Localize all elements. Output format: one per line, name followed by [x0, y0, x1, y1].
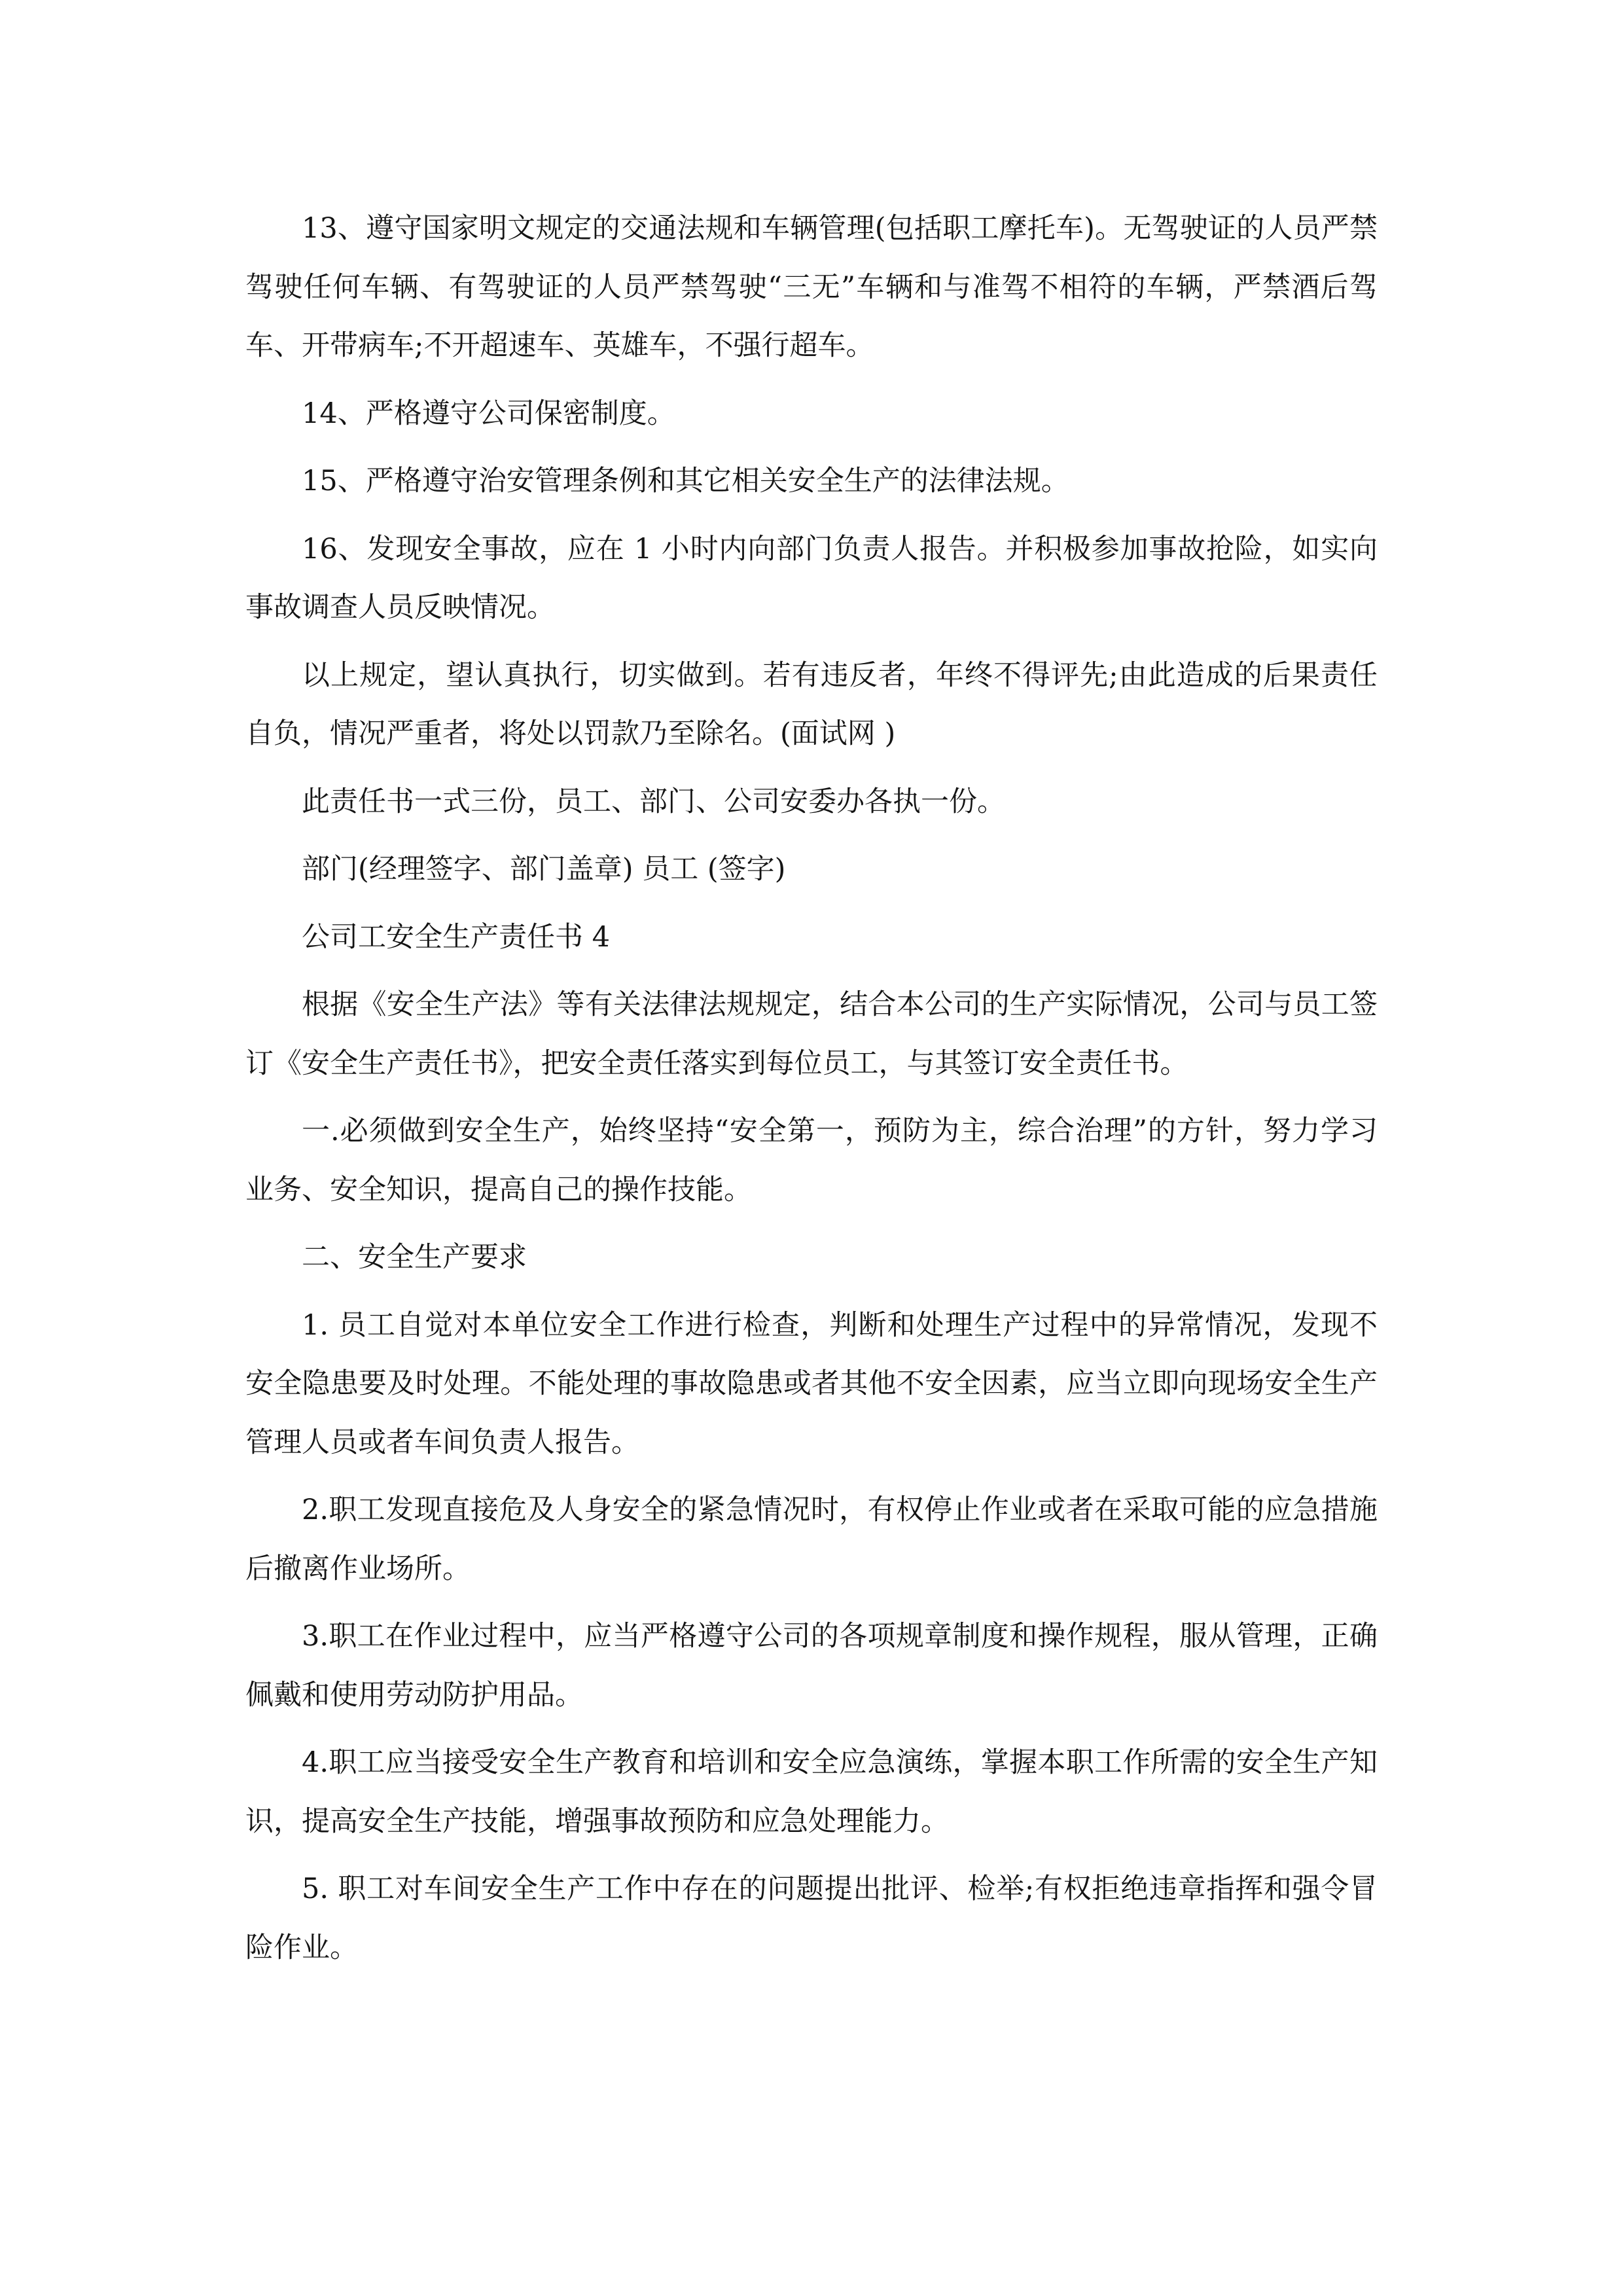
document-body: [245, 200, 1378, 1986]
paragraph-enforcement-note: 以上规定，望认真执行，切实做到。若有违反者，年终不得评先;由此造成的后果责任自负，情况严重者，将处以罚款乃至除名。(面试网 ): [245, 658, 1378, 750]
paragraph-item-13-traffic-rules: 13、遵守国家明文规定的交通法规和车辆管理(包括职工摩托车)。无驾驶证的人员严禁驾驶任何车辆、有驾驶证的人员严禁驾驶“三无”车辆和与准驾不相符的车辆，严禁酒后驾车、开带病车;不开超速车、英雄车，不强行超车。: [245, 212, 1378, 362]
section-title: 公司工安全生产责任书 4: [302, 920, 611, 954]
requirement-item-4: 4.职工应当接受安全生产教育和培训和安全应急演练，掌握本职工作所需的安全生产知识，提高安全生产技能，增强事故预防和应急处理能力。: [245, 1746, 1378, 1838]
requirement-item-5: 5. 职工对车间安全生产工作中存在的问题提出批评、检举;有权拒绝违章指挥和强令冒险作业。: [245, 1873, 1378, 1964]
section-heading-requirements: 二、安全生产要求: [302, 1241, 527, 1274]
requirement-item-2: 2.职工发现直接危及人身安全的紧急情况时，有权停止作业或者在采取可能的应急措施后撤离作业场所。: [245, 1494, 1378, 1585]
requirement-item-1: 1. 员工自觉对本单位安全工作进行检查，判断和处理生产过程中的异常情况，发现不安全隐患要及时处理。不能处理的事故隐患或者其他不安全因素，应当立即向现场安全生产管理人员或者车间负责人报告。: [245, 1308, 1378, 1459]
paragraph-item-14-confidentiality: 14、严格遵守公司保密制度。: [302, 397, 675, 430]
paragraph-item-16-accident-report: 16、发现安全事故，应在 1 小时内向部门负责人报告。并积极参加事故抢险，如实向事故调查人员反映情况。: [245, 532, 1378, 624]
paragraph-copies-note: 此责任书一式三份，员工、部门、公司安委办各执一份。: [302, 785, 1005, 818]
requirement-item-3: 3.职工在作业过程中，应当严格遵守公司的各项规章制度和操作规程，服从管理，正确佩戴和使用劳动防护用品。: [245, 1620, 1378, 1712]
paragraph-item-15-public-security: 15、严格遵守治安管理条例和其它相关安全生产的法律法规。: [302, 465, 1069, 497]
signature-line: 部门(经理签字、部门盖章) 员工 (签字): [302, 853, 786, 886]
paragraph-section-one: 一.必须做到安全生产，始终坚持“安全第一，预防为主，综合治理”的方针，努力学习业务、安全知识，提高自己的操作技能。: [245, 1115, 1378, 1206]
paragraph-intro: 根据《安全生产法》等有关法律法规规定，结合本公司的生产实际情况，公司与员工签订《安全生产责任书》，把安全责任落实到每位员工，与其签订安全责任书。: [245, 988, 1378, 1080]
